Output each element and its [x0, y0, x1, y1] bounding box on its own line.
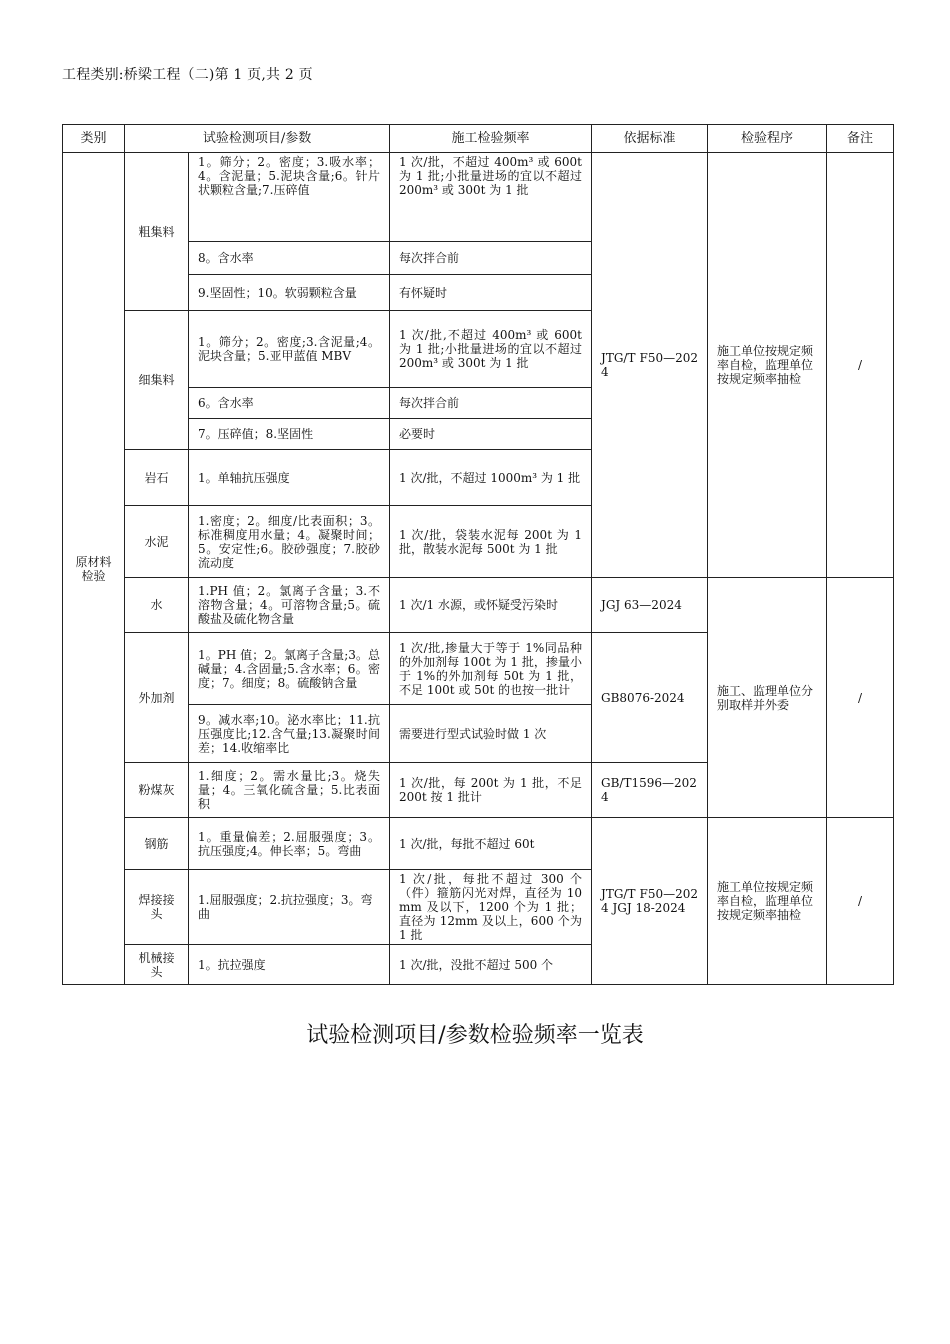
- inspection-table: [62, 124, 894, 985]
- category-cell: 原材料检验: [63, 153, 125, 985]
- material-cell: 粗集料: [125, 153, 189, 311]
- table-row: [63, 153, 894, 242]
- frequency-cell: 有怀疑时: [390, 275, 592, 311]
- material-cell: 岩石: [125, 450, 189, 506]
- item-cell: 1。筛分；2。密度;3.含泥量;4。泥块含量；5.亚甲蓝值 MBV: [189, 311, 390, 388]
- material-cell: 外加剂: [125, 633, 189, 763]
- frequency-cell: 必要时: [390, 419, 592, 450]
- material-cell: 焊接接头: [125, 870, 189, 945]
- item-cell: 1。筛分；2。密度；3.吸水率；4。含泥量；5.泥块含量;6。针片状颗粒含量;7.压碎值: [189, 153, 390, 242]
- remark-cell: /: [827, 578, 894, 818]
- frequency-cell: 1 次/1 水源，或怀疑受污染时: [390, 578, 592, 633]
- item-cell: 9.坚固性；10。软弱颗粒含量: [189, 275, 390, 311]
- standard-cell: JTG/T F50—2024 JGJ 18-2024: [592, 818, 708, 985]
- table-caption: 试验检测项目/参数检验频率一览表: [306, 1023, 644, 1048]
- frequency-cell: 需要进行型式试验时做 1 次: [390, 705, 592, 763]
- col-header-category: 类别: [63, 125, 125, 153]
- procedure-cell: 施工、监理单位分别取样并外委: [708, 578, 827, 818]
- standard-cell: GB8076-2024: [592, 633, 708, 763]
- frequency-cell: 1 次/批，袋装水泥每 200t 为 1 批，散装水泥每 500t 为 1 批: [390, 506, 592, 578]
- standard-cell: GB/T1596—2024: [592, 763, 708, 818]
- table-row: [63, 578, 894, 633]
- standard-cell: JTG/T F50—2024: [592, 153, 708, 578]
- material-cell: 粉煤灰: [125, 763, 189, 818]
- standard-cell: JGJ 63—2024: [592, 578, 708, 633]
- page-header: 工程类别:桥梁工程（二)第 1 页,共 2 页: [62, 67, 313, 83]
- item-cell: 7。压碎值；8.坚固性: [189, 419, 390, 450]
- material-cell: 水: [125, 578, 189, 633]
- procedure-cell: 施工单位按规定频率自检，监理单位按规定频率抽检: [708, 153, 827, 578]
- col-header-procedure: 检验程序: [708, 125, 827, 153]
- item-cell: 8。含水率: [189, 242, 390, 275]
- frequency-cell: 1 次/批，每批不超过 300 个（件）箍筋闪光对焊，直径为 10mm 及以下，1200 个为 1 批；直径为 12mm 及以上，600 个为 1 批: [390, 870, 592, 945]
- frequency-cell: 1 次/批，不超过 1000m³ 为 1 批: [390, 450, 592, 506]
- item-cell: 1。重量偏差；2.屈服强度；3。抗压强度;4。伸长率；5。弯曲: [189, 818, 390, 870]
- table-header-row: [63, 125, 894, 153]
- remark-cell: /: [827, 818, 894, 985]
- frequency-cell: 1 次/批,掺量大于等于 1%同品种的外加剂每 100t 为 1 批，掺量小于 1%的外加剂每 50t 为 1 批，不足 100t 或 50t 的也按一批计: [390, 633, 592, 705]
- material-cell: 细集料: [125, 311, 189, 450]
- item-cell: 9。减水率;10。泌水率比；11.抗压强度比;12.含气量;13.凝聚时间差；14.收缩率比: [189, 705, 390, 763]
- item-cell: 1.细度；2。需水量比;3。烧失量；4。三氧化硫含量；5.比表面积: [189, 763, 390, 818]
- item-cell: 1.密度；2。细度/比表面积；3。标准稠度用水量；4。凝聚时间；5。安定性;6。胶砂强度；7.胶砂流动度: [189, 506, 390, 578]
- frequency-cell: 每次拌合前: [390, 242, 592, 275]
- remark-cell: /: [827, 153, 894, 578]
- item-cell: 1.PH 值；2。氯离子含量；3.不溶物含量；4。可溶物含量;5。硫酸盐及硫化物含量: [189, 578, 390, 633]
- table-row: [63, 818, 894, 870]
- frequency-cell: 1 次/批，每批不超过 60t: [390, 818, 592, 870]
- material-cell: 机械接头: [125, 945, 189, 985]
- col-header-frequency: 施工检验频率: [390, 125, 592, 153]
- col-header-standard: 依据标准: [592, 125, 708, 153]
- item-cell: 1。PH 值；2。氯离子含量;3。总碱量；4.含固量;5.含水率；6。密度；7。细度；8。硫酸钠含量: [189, 633, 390, 705]
- item-cell: 1。单轴抗压强度: [189, 450, 390, 506]
- material-cell: 钢筋: [125, 818, 189, 870]
- item-cell: 6。含水率: [189, 388, 390, 419]
- procedure-cell: 施工单位按规定频率自检，监理单位按规定频率抽检: [708, 818, 827, 985]
- material-cell: 水泥: [125, 506, 189, 578]
- frequency-cell: 1 次/批，不超过 400m³ 或 600t 为 1 批;小批量进场的宜以不超过 200m³ 或 300t 为 1 批: [390, 153, 592, 242]
- frequency-cell: 1 次/批，没批不超过 500 个: [390, 945, 592, 985]
- frequency-cell: 1 次/批，每 200t 为 1 批，不足 200t 按 1 批计: [390, 763, 592, 818]
- col-header-remark: 备注: [827, 125, 894, 153]
- item-cell: 1。抗拉强度: [189, 945, 390, 985]
- frequency-cell: 每次拌合前: [390, 388, 592, 419]
- item-cell: 1.屈服强度；2.抗拉强度；3。弯曲: [189, 870, 390, 945]
- frequency-cell: 1 次/批,不超过 400m³ 或 600t 为 1 批;小批量进场的宜以不超过 200m³ 或 300t 为 1 批: [390, 311, 592, 388]
- col-header-item: 试验检测项目/参数: [125, 125, 390, 153]
